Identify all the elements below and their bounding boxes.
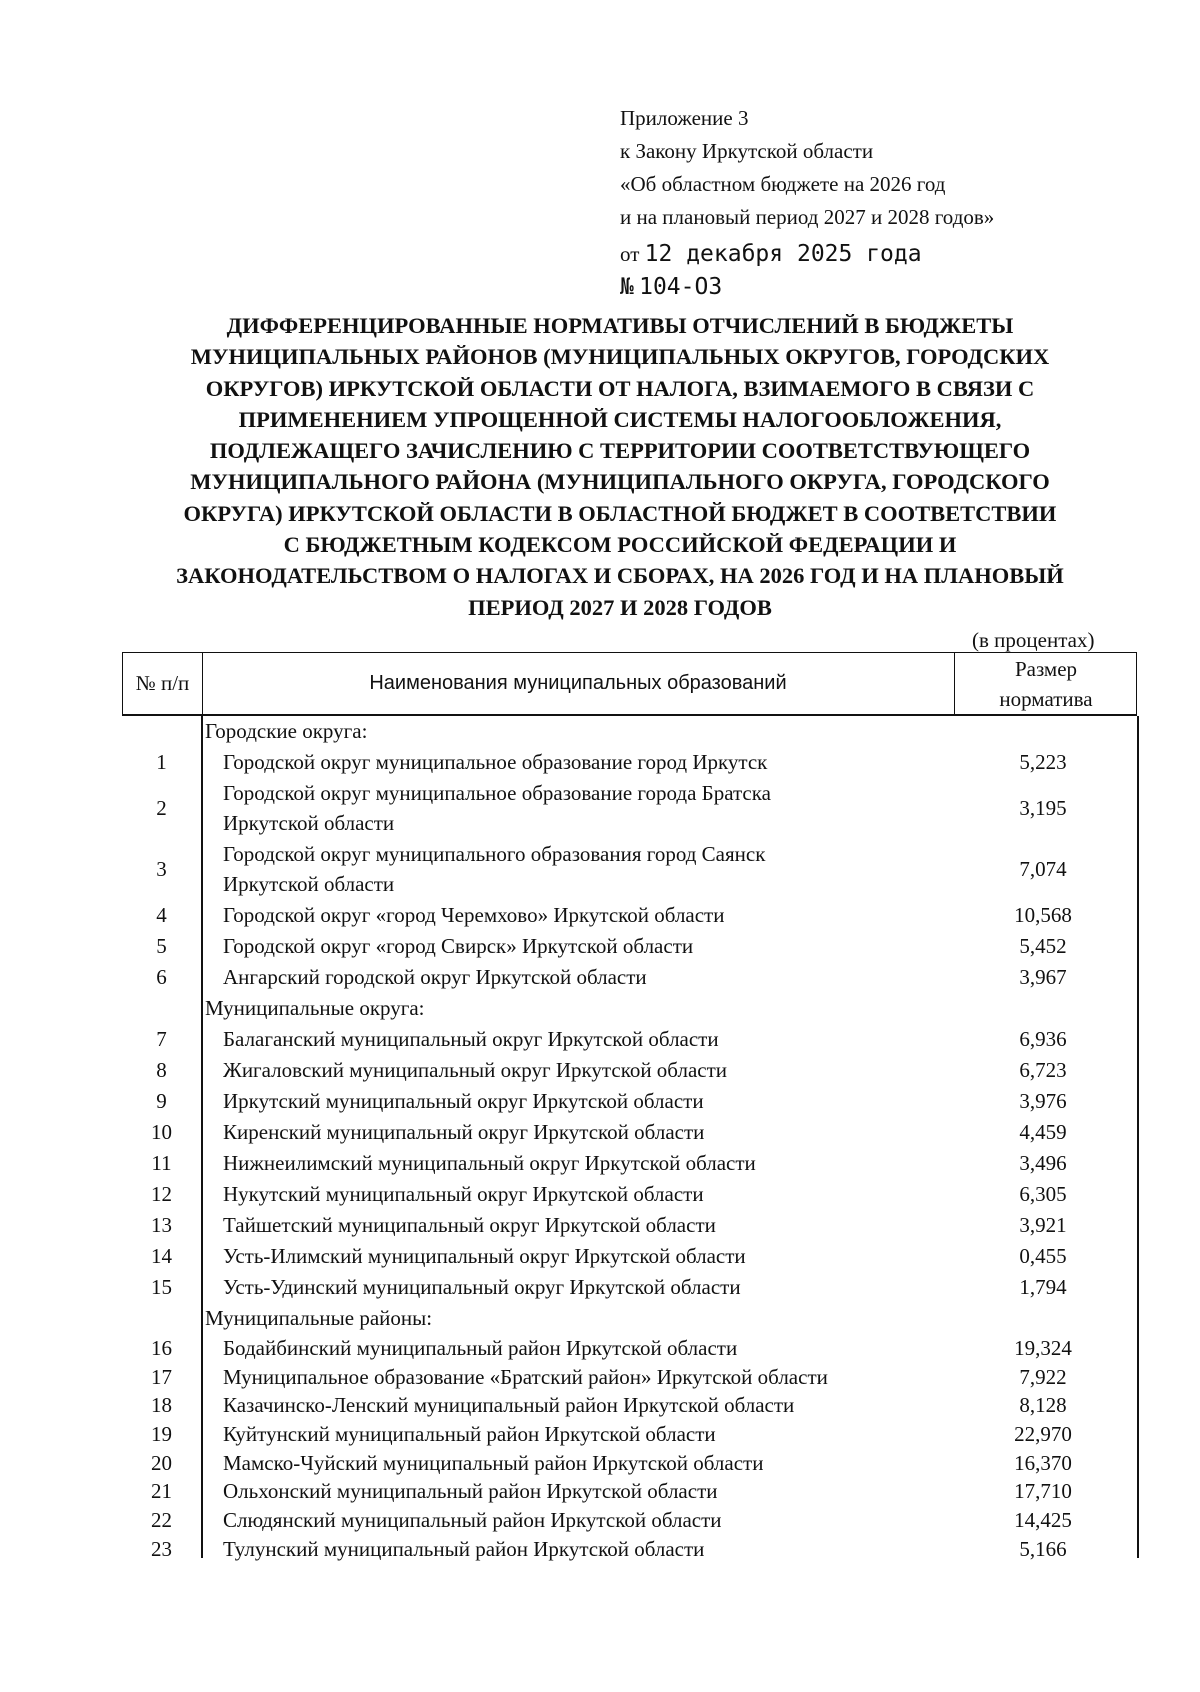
row-number: 12 — [151, 1182, 172, 1206]
table-row — [122, 1477, 1137, 1506]
table-row — [122, 1535, 1137, 1564]
municipality-name — [201, 1334, 953, 1363]
municipality-name — [201, 900, 953, 931]
number-prefix: № — [620, 274, 634, 300]
adoption-details — [620, 238, 922, 304]
title-line: ПЕРИОД 2027 И 2028 ГОДОВ — [468, 594, 772, 620]
municipality-name-line: Иркутской области — [223, 872, 395, 896]
row-number: 18 — [151, 1393, 172, 1418]
row-number: 15 — [151, 1275, 172, 1299]
adoption-date — [620, 238, 922, 271]
municipality-name-line: Жигаловский муниципальный округ Иркутской области — [223, 1058, 728, 1082]
municipality-name — [201, 1506, 953, 1535]
municipality-name-line: Городской округ муниципальное образование город Иркутск — [223, 750, 768, 774]
municipality-name-line: Мамско-Чуйский муниципальный район Иркутской области — [223, 1450, 764, 1475]
norm-value: 19,324 — [1014, 1335, 1072, 1360]
row-number: 19 — [151, 1421, 172, 1446]
row-number — [122, 716, 201, 747]
norm-value: 6,723 — [1019, 1058, 1067, 1082]
norm-value: 3,195 — [1019, 796, 1067, 820]
municipality-name — [201, 1477, 953, 1506]
municipality-name — [201, 839, 953, 900]
municipality-name — [201, 962, 953, 993]
municipality-name-line: Слюдянский муниципальный район Иркутской области — [223, 1508, 722, 1533]
municipality-name — [201, 1179, 953, 1210]
row-number: 9 — [156, 1089, 167, 1113]
row-number: 10 — [151, 1120, 172, 1144]
row-number: 16 — [151, 1335, 172, 1360]
row-number: 14 — [151, 1244, 172, 1268]
norm-value: 0,455 — [1019, 1244, 1067, 1268]
municipality-name — [201, 1449, 953, 1478]
municipality-name-line: Тайшетский муниципальный округ Иркутской области — [223, 1213, 716, 1237]
municipality-name-line: Бодайбинский муниципальный район Иркутской области — [223, 1336, 738, 1360]
municipality-name — [201, 1420, 953, 1449]
number-value: 104-ОЗ — [639, 274, 723, 300]
municipality-name-line: Городской округ «город Черемхово» Иркутской области — [223, 903, 725, 927]
norm-value: 3,496 — [1019, 1151, 1067, 1175]
municipality-name — [201, 1272, 953, 1303]
norm-value: 6,305 — [1019, 1182, 1067, 1206]
norm-value: 3,921 — [1019, 1213, 1067, 1237]
title-line: С БЮДЖЕТНЫМ КОДЕКСОМ РОССИЙСКОЙ ФЕДЕРАЦИИ И — [283, 532, 957, 558]
row-value — [953, 993, 1137, 1024]
table-row — [122, 1179, 1137, 1210]
table-row — [122, 1117, 1137, 1148]
table-row — [122, 1449, 1137, 1478]
table-row — [122, 1148, 1137, 1179]
column-divider-right — [1137, 716, 1139, 1558]
municipality-name — [201, 931, 953, 962]
norm-value: 5,166 — [1019, 1536, 1067, 1561]
row-number: 17 — [151, 1364, 172, 1389]
date-prefix: от — [620, 242, 640, 266]
unit-note: (в процентах) — [972, 628, 1095, 652]
norm-value: 5,223 — [1019, 750, 1067, 774]
municipality-name — [201, 747, 953, 778]
row-number: 5 — [156, 934, 167, 958]
section-row — [122, 716, 1137, 747]
norm-value: 8,128 — [1019, 1393, 1067, 1418]
row-value — [953, 716, 1137, 747]
section-title: Муниципальные округа: — [205, 996, 425, 1020]
municipality-name-line: Городской округ муниципального образования город Саянск — [223, 842, 766, 866]
section-title: Муниципальные районы: — [205, 1306, 433, 1330]
municipality-name — [201, 1210, 953, 1241]
appendix-law-title: «Об областном бюджете на 2026 год — [620, 172, 946, 196]
table-row — [122, 1241, 1137, 1272]
table-row — [122, 900, 1137, 931]
table-row — [122, 1363, 1137, 1392]
municipality-name-line: Казачинско-Ленский муниципальный район Иркутской области — [223, 1393, 795, 1418]
appendix-number: Приложение 3 — [620, 106, 749, 130]
municipality-name — [201, 778, 953, 839]
table-row — [122, 1024, 1137, 1055]
norm-value: 7,074 — [1019, 857, 1067, 881]
table-body — [122, 716, 1137, 1564]
municipality-name — [201, 1535, 953, 1564]
municipality-name-line: Балаганский муниципальный округ Иркутской области — [223, 1027, 719, 1051]
norm-value: 10,568 — [1014, 903, 1072, 927]
row-number: 3 — [156, 857, 167, 881]
municipality-name — [201, 1391, 953, 1420]
header-number: № п/п — [123, 653, 203, 714]
row-number: 8 — [156, 1058, 167, 1082]
date-value: 12 декабря 2025 года — [644, 241, 922, 267]
municipality-name-line: Нукутский муниципальный округ Иркутской области — [223, 1182, 704, 1206]
table-row — [122, 1272, 1137, 1303]
row-number: 7 — [156, 1027, 167, 1051]
norm-value: 17,710 — [1014, 1479, 1072, 1504]
municipality-name-line: Иркутской области — [223, 811, 395, 835]
header-name: Наименования муниципальных образований — [369, 672, 787, 694]
municipality-name-line: Иркутский муниципальный округ Иркутской области — [223, 1089, 704, 1113]
title-line: МУНИЦИПАЛЬНЫХ РАЙОНОВ (МУНИЦИПАЛЬНЫХ ОКРУГОВ, ГОРОДСКИХ — [190, 344, 1050, 370]
appendix-law-title-cont: и на плановый период 2027 и 2028 годов» — [620, 205, 995, 229]
norm-value: 4,459 — [1019, 1120, 1067, 1144]
title-line: МУНИЦИПАЛЬНОГО РАЙОНА (МУНИЦИПАЛЬНОГО ОКРУГА, ГОРОДСКОГО — [190, 469, 1050, 495]
municipality-name — [201, 1055, 953, 1086]
table-row — [122, 1334, 1137, 1363]
municipality-name — [201, 1024, 953, 1055]
municipality-name-line: Тулунский муниципальный район Иркутской области — [223, 1536, 705, 1561]
table-row — [122, 931, 1137, 962]
row-number: 2 — [156, 796, 167, 820]
municipality-name — [201, 1117, 953, 1148]
municipality-name-line: Ольхонский муниципальный район Иркутской области — [223, 1479, 718, 1504]
table-row — [122, 962, 1137, 993]
row-number — [122, 993, 201, 1024]
municipality-name-line: Городской округ «город Свирск» Иркутской области — [223, 934, 694, 958]
table-row — [122, 1210, 1137, 1241]
municipality-name — [201, 1241, 953, 1272]
appendix-law-reference: к Закону Иркутской области — [620, 139, 874, 163]
table-row — [122, 1391, 1137, 1420]
row-number: 4 — [156, 903, 167, 927]
row-number — [122, 1303, 201, 1334]
table-row — [122, 778, 1137, 839]
title-line: ПРИМЕНЕНИЕМ УПРОЩЕННОЙ СИСТЕМЫ НАЛОГООБЛОЖЕНИЯ, — [238, 406, 1002, 432]
row-number: 1 — [156, 750, 167, 774]
title-line: ДИФФЕРЕНЦИРОВАННЫЕ НОРМАТИВЫ ОТЧИСЛЕНИЙ В БЮДЖЕТЫ — [226, 313, 1014, 338]
municipality-name-line: Городской округ муниципальное образование города Братска — [223, 781, 771, 805]
row-number: 20 — [151, 1450, 172, 1475]
municipality-name-line: Усть-Удинский муниципальный округ Иркутской области — [223, 1275, 741, 1299]
municipality-name — [201, 1363, 953, 1392]
norm-value: 14,425 — [1014, 1507, 1072, 1532]
table-row — [122, 839, 1137, 900]
municipality-name — [201, 1086, 953, 1117]
table-row — [122, 1420, 1137, 1449]
municipality-name-line: Ангарский городской округ Иркутской области — [223, 965, 647, 989]
header-value-line2: норматива — [999, 686, 1093, 711]
document-title — [120, 310, 1120, 623]
table-header — [122, 652, 1137, 716]
table-row — [122, 1506, 1137, 1535]
norm-value: 3,976 — [1019, 1089, 1067, 1113]
norm-value: 7,922 — [1019, 1364, 1067, 1389]
norm-value: 6,936 — [1019, 1027, 1067, 1051]
norm-value: 5,452 — [1019, 934, 1067, 958]
title-line: ПОДЛЕЖАЩЕГО ЗАЧИСЛЕНИЮ С ТЕРРИТОРИИ СООТВЕТСТВУЮЩЕГО — [209, 438, 1031, 464]
municipality-name-line: Киренский муниципальный округ Иркутской области — [223, 1120, 705, 1144]
municipality-name-line: Куйтунский муниципальный район Иркутской области — [223, 1422, 716, 1447]
title-line: ЗАКОНОДАТЕЛЬСТВОМ О НАЛОГАХ И СБОРАХ, НА 2026 ГОД И НА ПЛАНОВЫЙ — [176, 563, 1064, 589]
table-row — [122, 1055, 1137, 1086]
table-row — [122, 1086, 1137, 1117]
row-number: 11 — [151, 1151, 172, 1175]
norm-value: 16,370 — [1014, 1450, 1072, 1475]
title-line: ОКРУГА) ИРКУТСКОЙ ОБЛАСТИ В ОБЛАСТНОЙ БЮДЖЕТ В СООТВЕТСТВИИ — [183, 500, 1057, 526]
row-number: 21 — [151, 1479, 172, 1504]
norm-value: 22,970 — [1014, 1421, 1072, 1446]
section-title: Городские округа: — [205, 719, 368, 743]
header-value-line1: Размер — [1014, 656, 1078, 681]
row-number: 22 — [151, 1507, 172, 1532]
municipality-name-line: Усть-Илимский муниципальный округ Иркутской области — [223, 1244, 746, 1268]
section-row — [122, 993, 1137, 1024]
municipality-name-line: Муниципальное образование «Братский район» Иркутской области — [223, 1364, 828, 1389]
norm-value: 3,967 — [1019, 965, 1067, 989]
row-number: 23 — [151, 1536, 172, 1561]
section-row — [122, 1303, 1137, 1334]
row-value — [953, 1303, 1137, 1334]
row-number: 6 — [156, 965, 167, 989]
table-row — [122, 747, 1137, 778]
norm-value: 1,794 — [1019, 1275, 1067, 1299]
municipality-name — [201, 1148, 953, 1179]
law-number — [620, 271, 922, 304]
title-line: ОКРУГОВ) ИРКУТСКОЙ ОБЛАСТИ ОТ НАЛОГА, ВЗИМАЕМОГО В СВЯЗИ С — [205, 375, 1035, 401]
header-value — [954, 653, 1137, 714]
appendix-header — [620, 102, 994, 234]
municipality-name-line: Нижнеилимский муниципальный округ Иркутской области — [223, 1151, 756, 1175]
row-number: 13 — [151, 1213, 172, 1237]
